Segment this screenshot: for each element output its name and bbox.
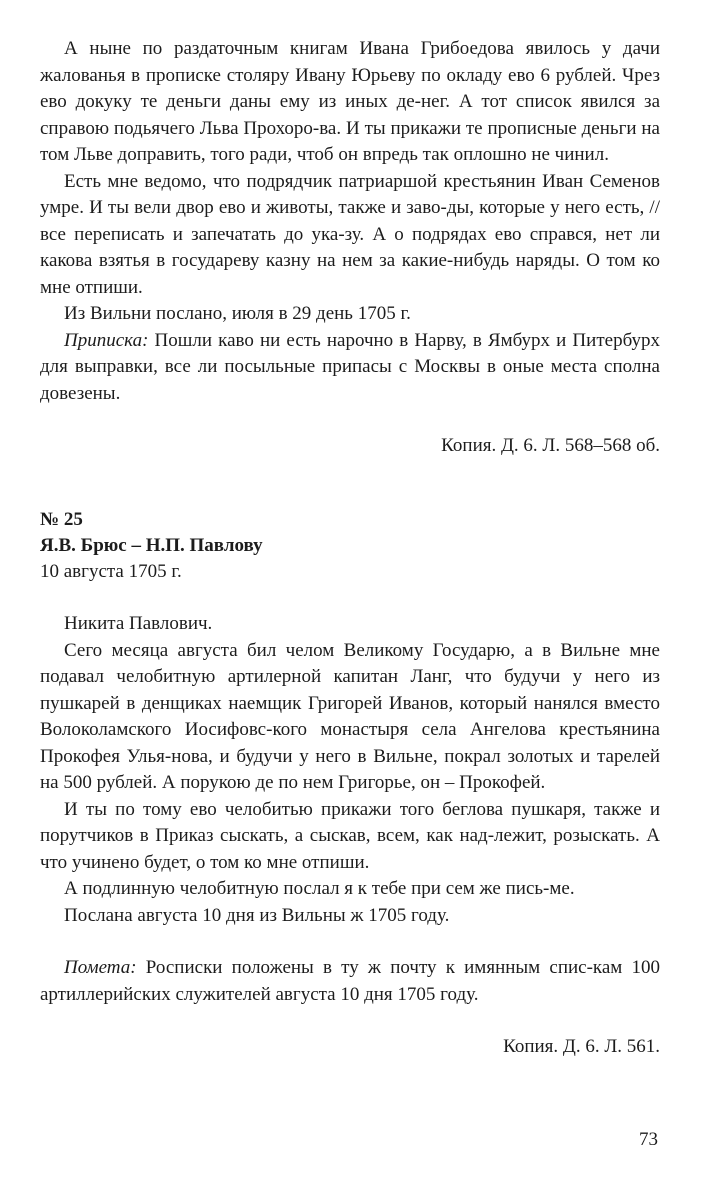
- paragraph: А подлинную челобитную послал я к тебе при сем же пись-ме.: [64, 878, 575, 899]
- paragraph: Сего месяца августа бил челом Великому Государю, а в Вильне мне подавал челобитную артилерной капитан Ланг, что будучи у него из пушкарей в денщиках наемщик Григорей Иванов, который нанялся вместо Волоколамского Иосифовс-кого монастыря села Ангелова крестьянина Прокофея Улья-нова, и будучи у него в Вильне, покрал золотых и тарелей на 500 рублей. А порукою де по нем Григорье, он – Прокофей.: [40, 639, 660, 793]
- paragraph: Есть мне ведомо, что подрядчик патриаршой крестьянин Иван Семенов умре. И ты вели двор ево и животы, также и заво-ды, которые у него есть, // все переписать и запечатать до ука-зу. А о подрядах ево справся, нет ли какова взятья в государеву казну на нем за какие-нибудь наряды. О том ко мне отпиши.: [40, 170, 660, 298]
- document-heading: Я.В. Брюс – Н.П. Павлову: [40, 535, 263, 556]
- paragraph: Послана августа 10 дня из Вильны ж 1705 году.: [64, 904, 450, 926]
- salutation: Никита Павлович.: [64, 613, 213, 634]
- document-date: 10 августа 1705 г.: [40, 561, 182, 582]
- page-body: [40, 36, 660, 1060]
- archive-source: Копия. Д. 6. Л. 568–568 об.: [441, 435, 660, 456]
- postscript-label: Приписка:: [64, 329, 149, 351]
- note: [40, 955, 660, 1008]
- postscript-text: Пошли каво ни есть нарочно в Нарву, в Ямбурх и Питербурх для выправки, все ли посыльные припасы с Москвы в оные места сполна довезены.: [40, 329, 661, 404]
- paragraph: Из Вильни послано, июля в 29 день 1705 г.: [64, 303, 411, 324]
- postscript: [40, 328, 660, 408]
- paragraph: А ныне по раздаточным книгам Ивана Грибоедова явилось у дачи жалованья в прописке столяру Ивану Юрьеву по окладу ево 6 рублей. Чрез ево докуку те деньги даны ему из иных де-нег. А тот список явился за справою подьячего Льва Прохоро-ва. И ты прикажи те прописные деньги на том Льве доправить, того ради, чтоб он впредь так оплошно не чинил.: [40, 38, 660, 165]
- paragraph: И ты по тому ево челобитью прикажи того беглова пушкаря, также и порутчиков в Приказ сыскать, а сыскав, всем, как над-лежит, розыскать. А что учинено будет, о том ко мне отпиши.: [40, 798, 660, 873]
- note-label: Помета:: [64, 957, 137, 978]
- document-number: № 25: [40, 509, 83, 530]
- archive-source: Копия. Д. 6. Л. 561.: [503, 1036, 660, 1057]
- note-text: Росписки положены в ту ж почту к имянным спис-кам 100 артиллерийских служителей августа 10 дня 1705 году.: [40, 957, 661, 1005]
- page-number: 73: [639, 1129, 658, 1150]
- previous-letter-end: [40, 36, 660, 459]
- document-25: [40, 507, 660, 1060]
